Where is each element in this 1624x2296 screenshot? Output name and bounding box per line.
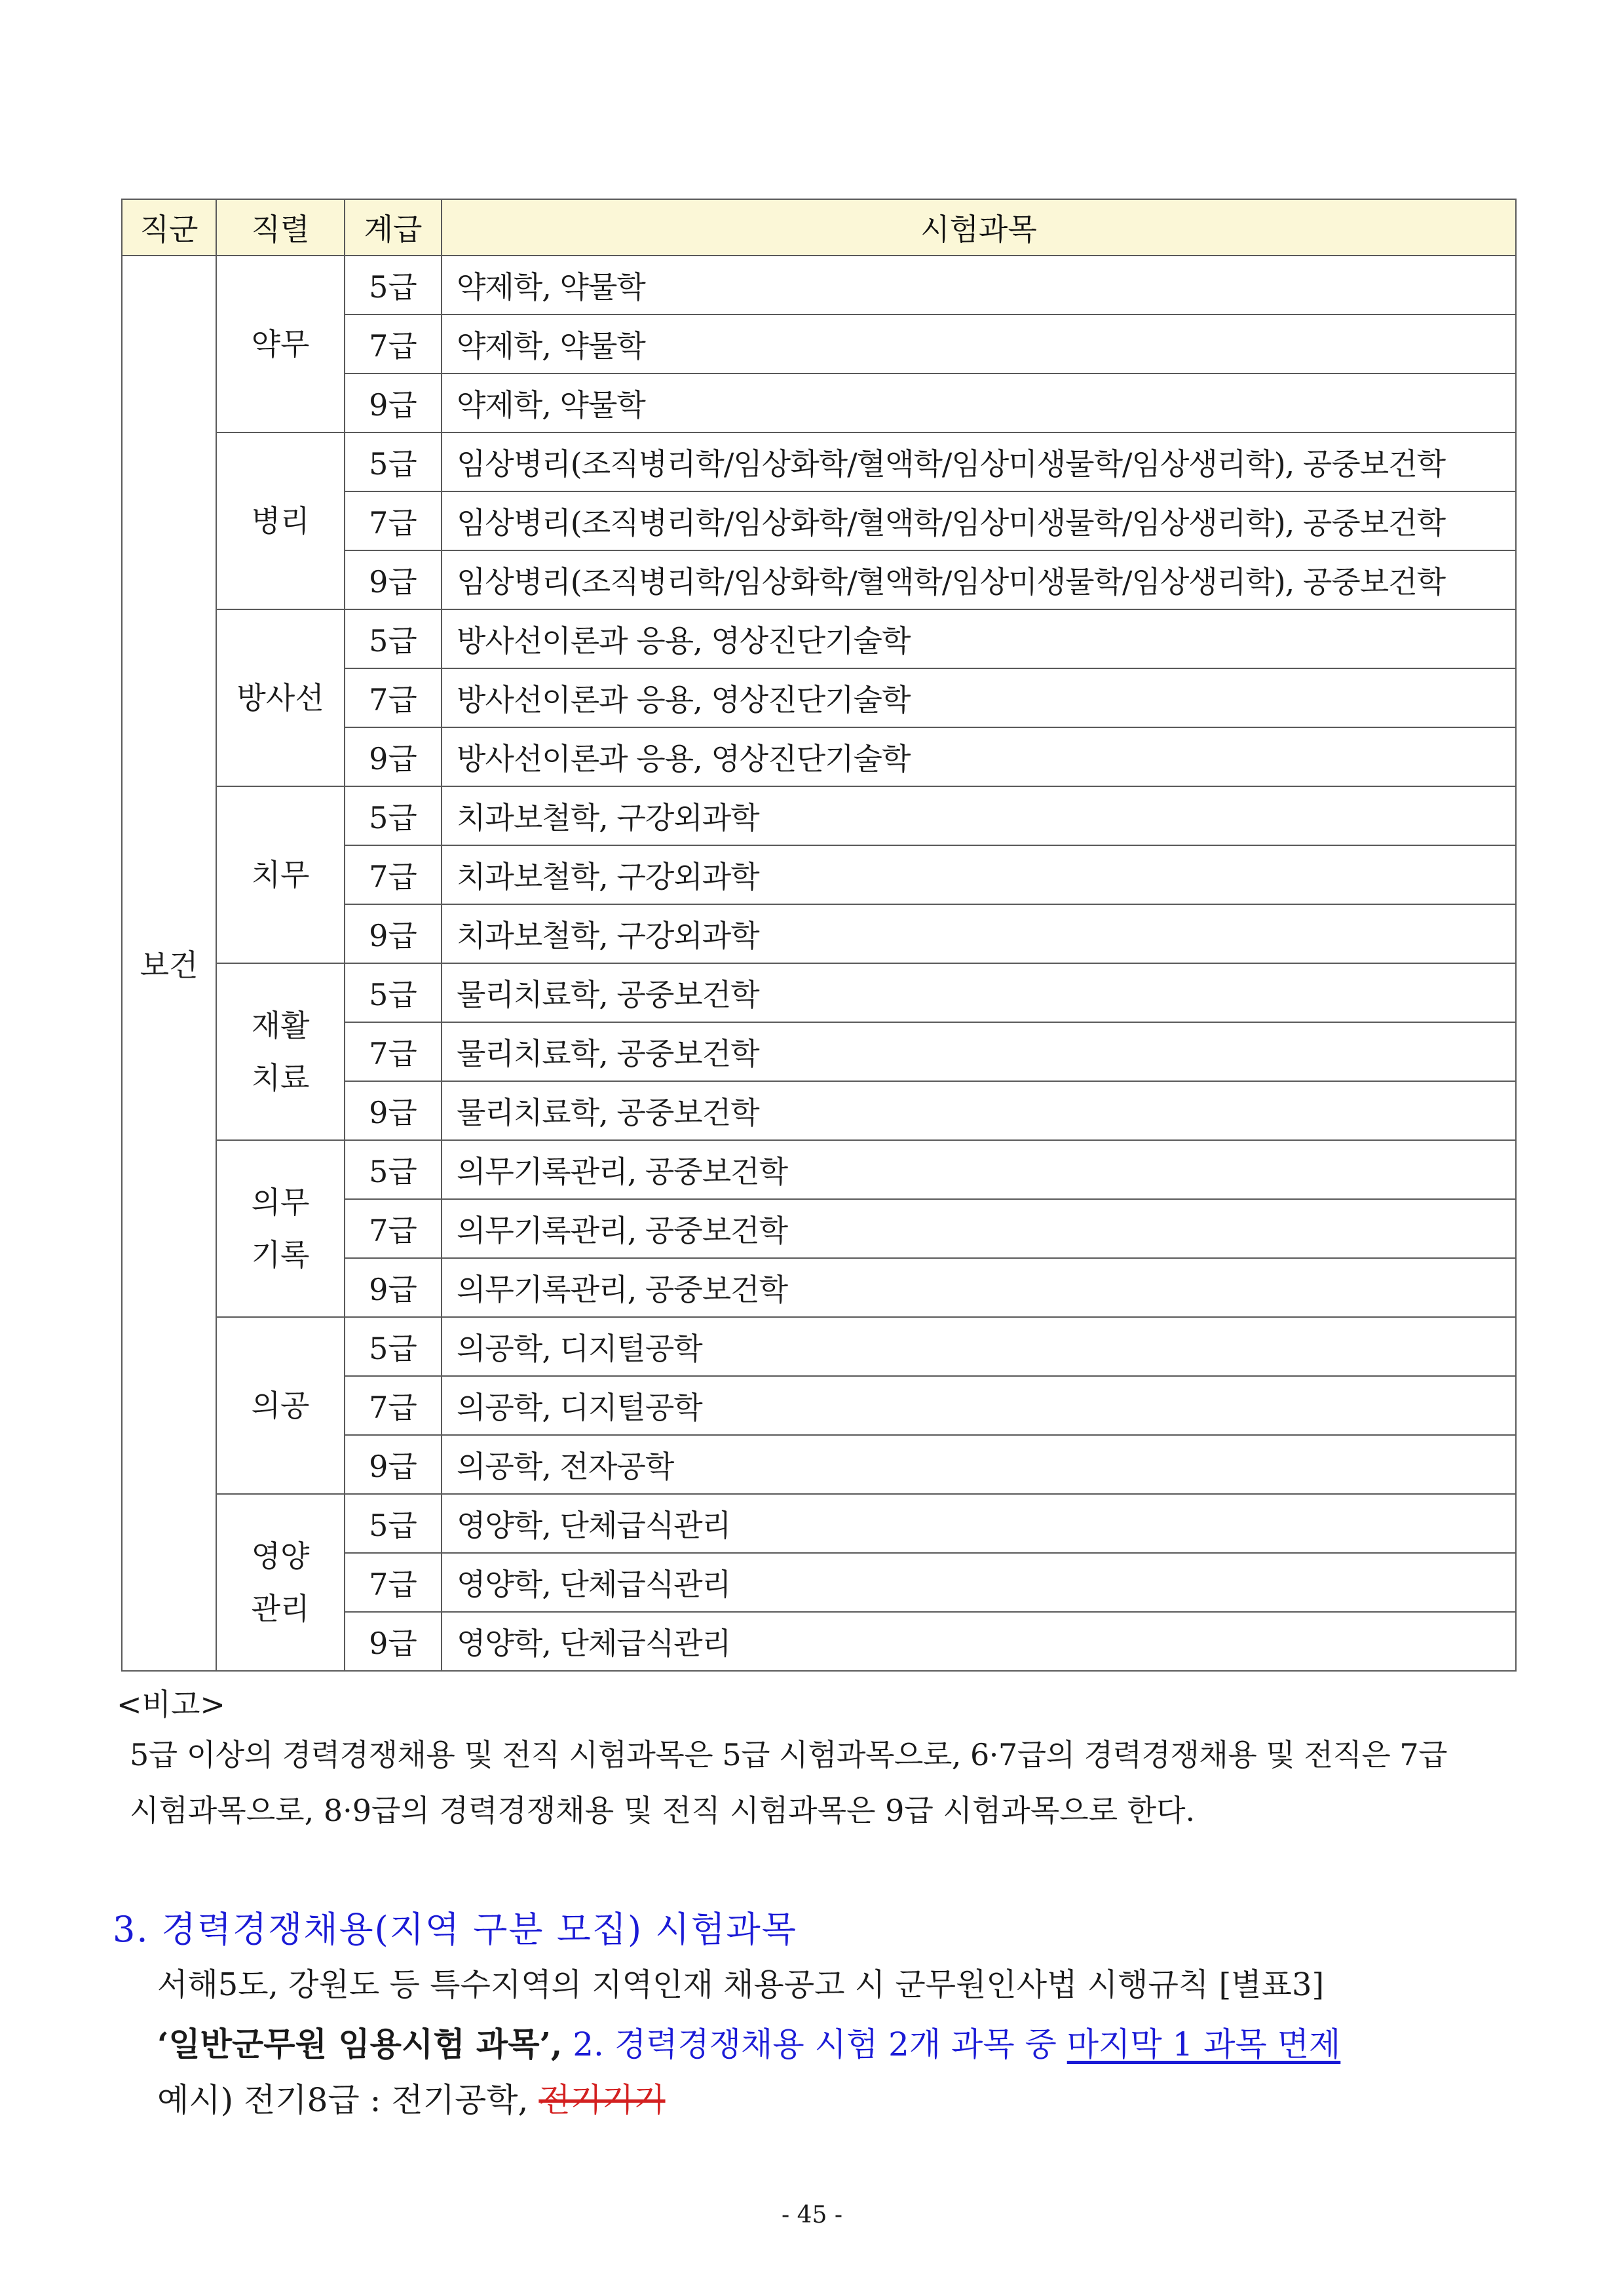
series-cell bbox=[216, 1140, 345, 1317]
table-row bbox=[122, 963, 1516, 1022]
series-name: 관리 bbox=[251, 1591, 310, 1626]
subjects-cell: 치과보철학, 구강외과학 bbox=[442, 786, 1516, 845]
subjects-cell: 물리치료학, 공중보건학 bbox=[442, 1022, 1516, 1081]
grade-cell: 7급 bbox=[345, 1376, 442, 1435]
example-text: 예시) 전기8급 : 전기공학, bbox=[157, 2081, 539, 2119]
remarks-line-1: 5급 이상의 경력경쟁채용 및 전직 시험과목은 5급 시험과목으로, 6·7급의 경력경쟁채용 및 전직은 7급 bbox=[130, 1737, 1448, 1772]
subjects-cell: 방사선이론과 응용, 영상진단기술학 bbox=[442, 609, 1516, 668]
subjects-cell: 의공학, 전자공학 bbox=[442, 1435, 1516, 1494]
grade-cell: 5급 bbox=[345, 963, 442, 1022]
grade-cell: 9급 bbox=[345, 1435, 442, 1494]
grade-cell: 7급 bbox=[345, 315, 442, 373]
grade-cell: 7급 bbox=[345, 1553, 442, 1612]
subjects-cell: 임상병리(조직병리학/임상화학/혈액학/임상미생물학/임상생리학), 공중보건학 bbox=[442, 550, 1516, 609]
series-name: 치료 bbox=[251, 1060, 310, 1096]
table-row bbox=[122, 609, 1516, 668]
grade-cell: 7급 bbox=[345, 1022, 442, 1081]
grade-cell: 5급 bbox=[345, 786, 442, 845]
series-name: 재활 bbox=[251, 1008, 310, 1043]
remarks-line-2: 시험과목으로, 8·9급의 경력경쟁채용 및 전직 시험과목은 9급 시험과목으로 한다. bbox=[130, 1793, 1196, 1828]
remarks-label: <비고> bbox=[117, 1687, 225, 1722]
grade-cell: 9급 bbox=[345, 1081, 442, 1140]
grade-cell: 9급 bbox=[345, 1258, 442, 1317]
section-3-line-3 bbox=[157, 2074, 666, 2121]
table-row bbox=[122, 432, 1516, 491]
exemption-text: 2. 경력경쟁채용 시험 2개 과목 중 bbox=[562, 2025, 1067, 2063]
series-name: 약무 bbox=[251, 326, 310, 362]
series-cell bbox=[216, 786, 345, 963]
subjects-cell: 물리치료학, 공중보건학 bbox=[442, 963, 1516, 1022]
subjects-cell: 의무기록관리, 공중보건학 bbox=[442, 1140, 1516, 1199]
subjects-cell: 영양학, 단체급식관리 bbox=[442, 1553, 1516, 1612]
grade-cell: 5급 bbox=[345, 1494, 442, 1553]
grade-cell: 9급 bbox=[345, 904, 442, 963]
series-name: 영양 bbox=[251, 1539, 310, 1574]
series-name: 치무 bbox=[251, 857, 310, 892]
table-row bbox=[122, 256, 1516, 315]
grade-cell: 5급 bbox=[345, 609, 442, 668]
section-3-line-1: 서해5도, 강원도 등 특수지역의 지역인재 채용공고 시 군무원인사법 시행규칙 [별표3] bbox=[157, 1966, 1325, 2003]
series-cell bbox=[216, 1317, 345, 1494]
grade-cell: 9급 bbox=[345, 1612, 442, 1671]
subjects-cell: 물리치료학, 공중보건학 bbox=[442, 1081, 1516, 1140]
series-cell bbox=[216, 609, 345, 786]
series-cell bbox=[216, 256, 345, 432]
page-number: - 45 - bbox=[781, 2202, 843, 2229]
series-name: 방사선 bbox=[236, 680, 324, 716]
series-name: 의무 bbox=[251, 1185, 310, 1220]
series-name: 의공 bbox=[251, 1388, 310, 1423]
group-cell: 보건 bbox=[122, 256, 216, 1671]
grade-cell: 5급 bbox=[345, 256, 442, 315]
exemption-underlined: 마지막 1 과목 면제 bbox=[1067, 2025, 1341, 2063]
subjects-cell: 영양학, 단체급식관리 bbox=[442, 1494, 1516, 1553]
grade-cell: 5급 bbox=[345, 432, 442, 491]
grade-cell: 9급 bbox=[345, 727, 442, 786]
struck-subject: 전기기기 bbox=[538, 2081, 666, 2119]
subjects-cell: 약제학, 약물학 bbox=[442, 256, 1516, 315]
grade-cell: 7급 bbox=[345, 491, 442, 550]
header-grade: 계급 bbox=[345, 199, 442, 256]
exam-subjects-table bbox=[121, 199, 1517, 1672]
table-header-row bbox=[122, 199, 1516, 256]
subjects-cell: 의공학, 디지털공학 bbox=[442, 1317, 1516, 1376]
series-cell bbox=[216, 1494, 345, 1671]
subjects-cell: 치과보철학, 구강외과학 bbox=[442, 904, 1516, 963]
table-row bbox=[122, 1140, 1516, 1199]
subjects-cell: 방사선이론과 응용, 영상진단기술학 bbox=[442, 668, 1516, 727]
subjects-cell: 의무기록관리, 공중보건학 bbox=[442, 1258, 1516, 1317]
subjects-cell: 방사선이론과 응용, 영상진단기술학 bbox=[442, 727, 1516, 786]
table-row bbox=[122, 1317, 1516, 1376]
grade-cell: 7급 bbox=[345, 845, 442, 904]
grade-cell: 5급 bbox=[345, 1317, 442, 1376]
exam-subjects-title: ‘일반군무원 임용시험 과목’, bbox=[157, 2025, 563, 2063]
grade-cell: 7급 bbox=[345, 668, 442, 727]
header-group: 직군 bbox=[122, 199, 216, 256]
subjects-cell: 영양학, 단체급식관리 bbox=[442, 1612, 1516, 1671]
series-name: 기록 bbox=[251, 1237, 310, 1272]
subjects-cell: 임상병리(조직병리학/임상화학/혈액학/임상미생물학/임상생리학), 공중보건학 bbox=[442, 432, 1516, 491]
grade-cell: 7급 bbox=[345, 1199, 442, 1258]
series-cell bbox=[216, 432, 345, 609]
subjects-cell: 의무기록관리, 공중보건학 bbox=[442, 1199, 1516, 1258]
subjects-cell: 치과보철학, 구강외과학 bbox=[442, 845, 1516, 904]
series-name: 병리 bbox=[251, 503, 310, 539]
subjects-cell: 약제학, 약물학 bbox=[442, 315, 1516, 373]
grade-cell: 5급 bbox=[345, 1140, 442, 1199]
table-row bbox=[122, 1494, 1516, 1553]
subjects-cell: 임상병리(조직병리학/임상화학/혈액학/임상미생물학/임상생리학), 공중보건학 bbox=[442, 491, 1516, 550]
grade-cell: 9급 bbox=[345, 373, 442, 432]
subjects-cell: 의공학, 디지털공학 bbox=[442, 1376, 1516, 1435]
subjects-cell: 약제학, 약물학 bbox=[442, 373, 1516, 432]
grade-cell: 9급 bbox=[345, 550, 442, 609]
header-subjects: 시험과목 bbox=[442, 199, 1516, 256]
section-3-line-2 bbox=[157, 2018, 1340, 2065]
table-row bbox=[122, 786, 1516, 845]
series-cell bbox=[216, 963, 345, 1140]
header-series: 직렬 bbox=[216, 199, 345, 256]
section-3-heading: 3. 경력경쟁채용(지역 구분 모집) 시험과목 bbox=[113, 1909, 797, 1950]
